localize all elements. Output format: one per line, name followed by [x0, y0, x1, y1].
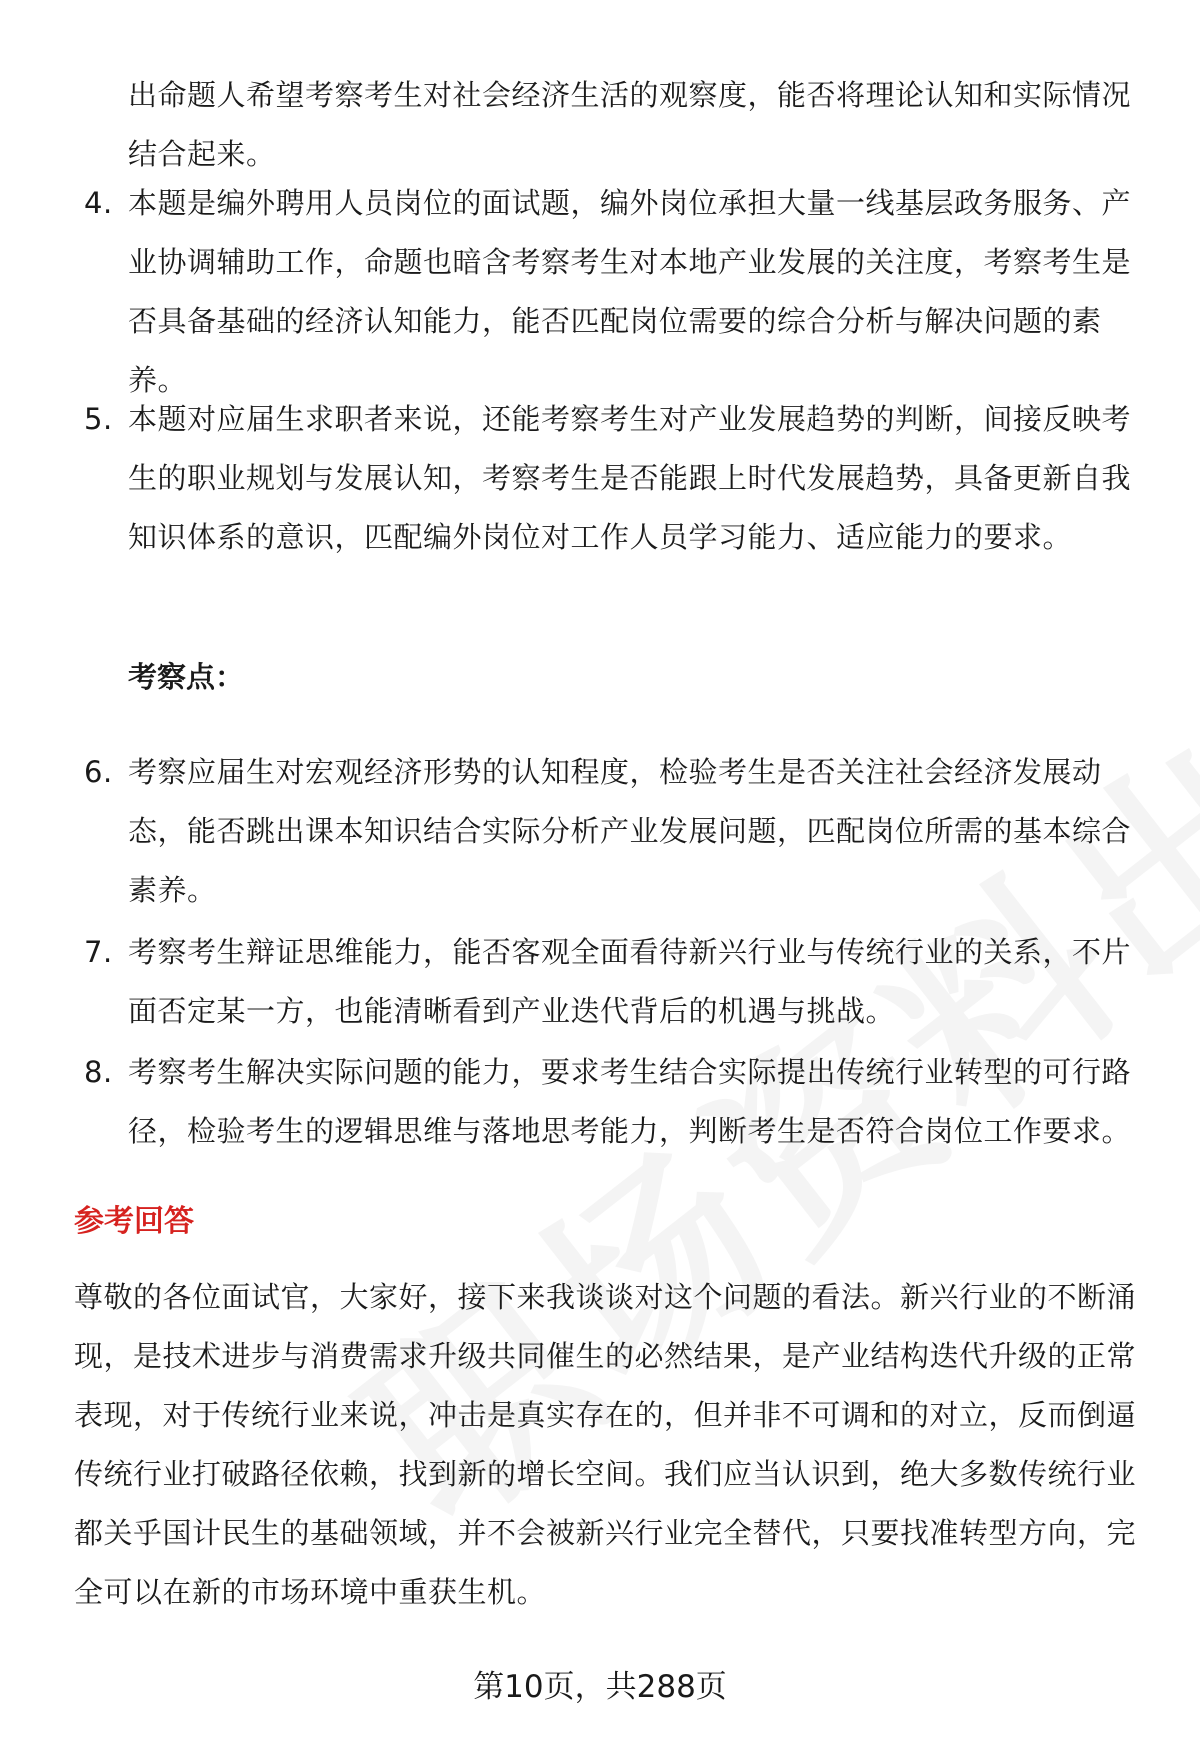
- list-item-7: [84, 923, 1144, 1041]
- continuation-paragraph: 出命题人希望考察考生对社会经济生活的观察度，能否将理论认知和实际情况结合起来。: [128, 78, 1132, 171]
- list-number: 4.: [84, 186, 113, 220]
- list-item-4: [84, 174, 1144, 410]
- list-text: 本题对应届生求职者来说，还能考察考生对产业发展趋势的判断，间接反映考生的职业规划与发展认知，考察考生是否能跟上时代发展趋势，具备更新自我知识体系的意识，匹配编外岗位对工作人员学习能力、适应能力的要求。: [128, 402, 1132, 554]
- list-number: 8.: [84, 1055, 113, 1089]
- page-footer: 第10页，共288页: [473, 1669, 727, 1705]
- list-item-6: [84, 743, 1144, 920]
- sub-heading: 考察点：: [128, 660, 245, 694]
- answer-paragraph: 尊敬的各位面试官，大家好，接下来我谈谈对这个问题的看法。新兴行业的不断涌现，是技术进步与消费需求升级共同催生的必然结果，是产业结构迭代升级的正常表现，对于传统行业来说，冲击是真实存在的，但并非不可调和的对立，反而倒逼传统行业打破路径依赖，找到新的增长空间。我们应当认识到，绝大多数传统行业都关乎国计民生的基础领域，并不会被新兴行业完全替代，只要找准转型方向，完全可以在新的市场环境中重获生机。: [74, 1280, 1137, 1609]
- list-number: 6.: [84, 755, 113, 789]
- list-text: 本题是编外聘用人员岗位的面试题，编外岗位承担大量一线基层政务服务、产业协调辅助工作，命题也暗含考察考生对本地产业发展的关注度，考察考生是否具备基础的经济认知能力，能否匹配岗位需要的综合分析与解决问题的素养。: [128, 186, 1132, 397]
- list-text: 考察考生辩证思维能力，能否客观全面看待新兴行业与传统行业的关系，不片面否定某一方，也能清晰看到产业迭代背后的机遇与挑战。: [128, 935, 1132, 1028]
- list-item-8: [84, 1043, 1144, 1161]
- list-text: 考察应届生对宏观经济形势的认知程度，检验考生是否关注社会经济发展动态，能否跳出课本知识结合实际分析产业发展问题，匹配岗位所需的基本综合素养。: [128, 755, 1132, 907]
- list-number: 5.: [84, 402, 113, 436]
- list-number: 7.: [84, 935, 113, 969]
- list-item-5: [84, 390, 1144, 567]
- list-text: 考察考生解决实际问题的能力，要求考生结合实际提出传统行业转型的可行路径，检验考生的逻辑思维与落地思考能力，判断考生是否符合岗位工作要求。: [128, 1055, 1132, 1148]
- section-title: 参考回答: [74, 1204, 194, 1239]
